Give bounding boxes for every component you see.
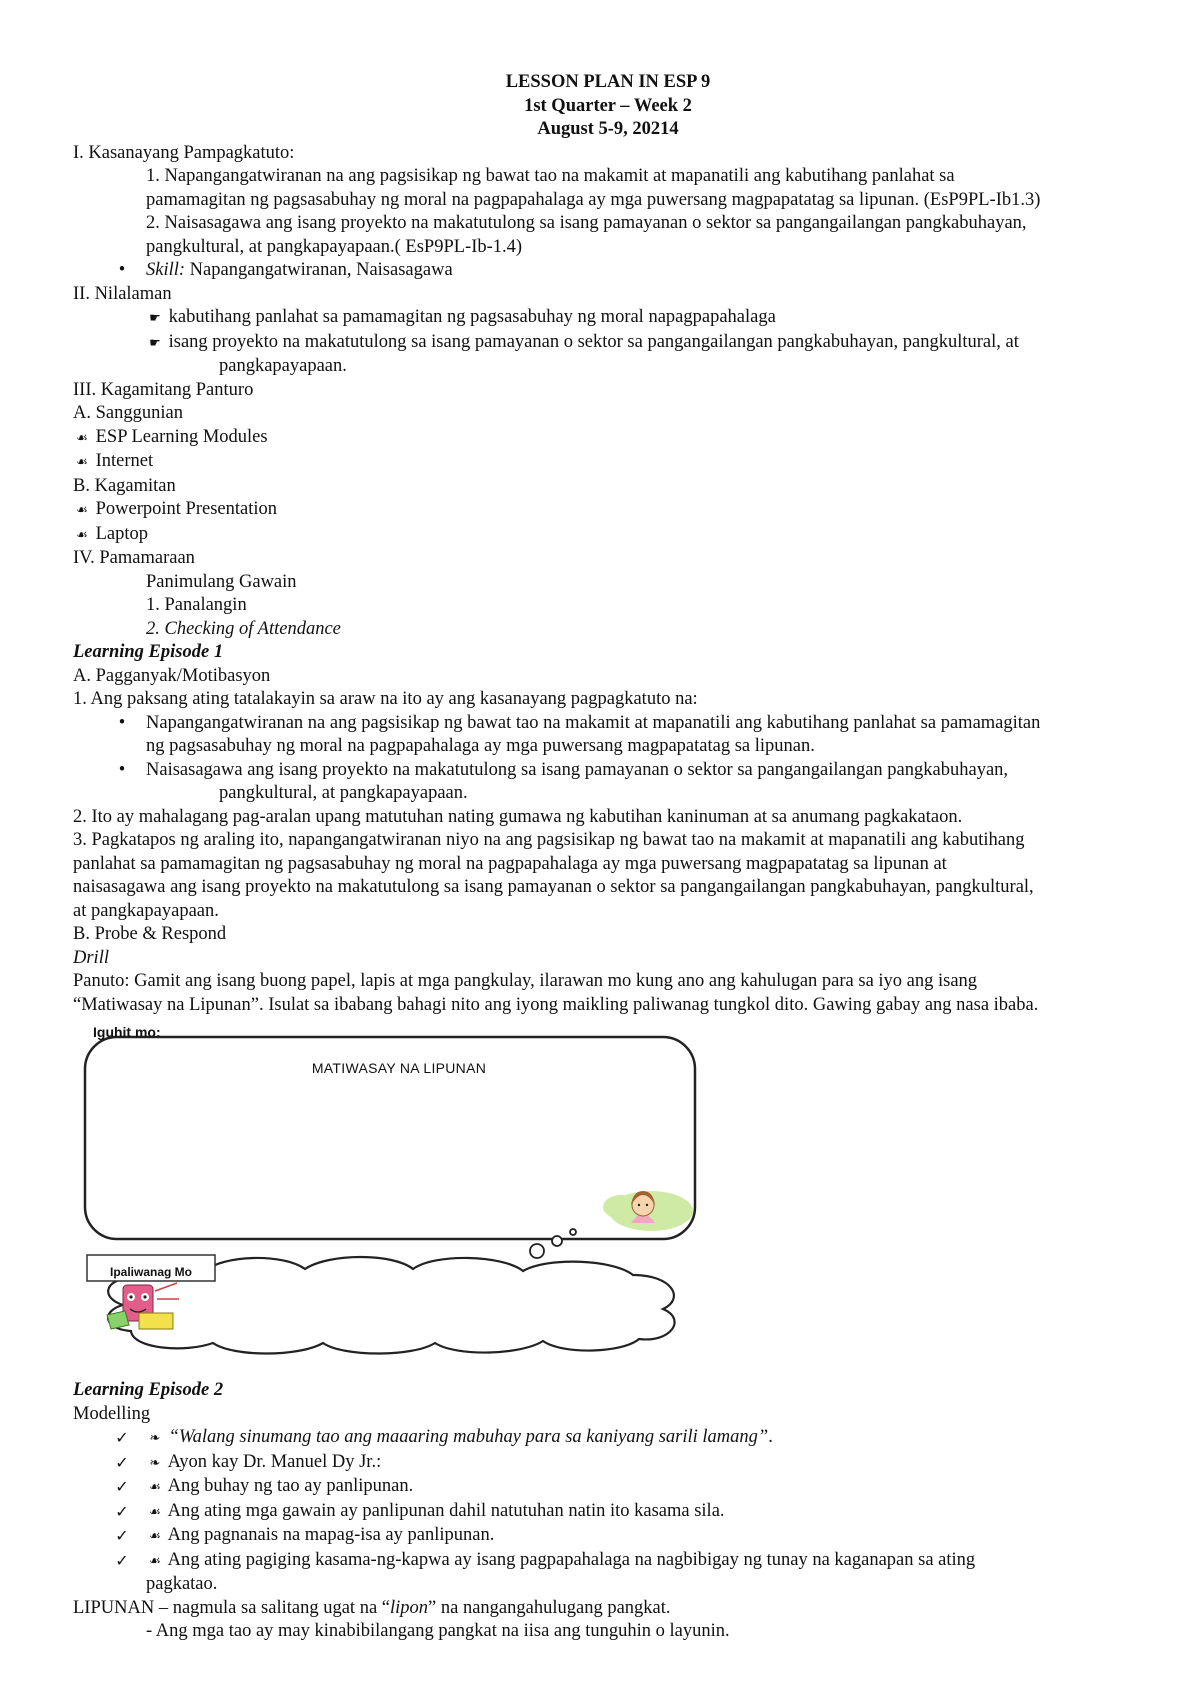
kagamitan-item: ☙ Powerpoint Presentation [73, 498, 1143, 523]
episode-1-bullet-2: • Naisasagawa ang isang proyekto na makatutulong sa isang pamayanan o sektor sa pangangailangan pangkabuhayan, [73, 759, 1143, 783]
book-icon: ☙ [149, 1553, 161, 1569]
modelling-item: ✓ ☙ Ang ating mga gawain ay panlipunan dahil natutuhan natin ito kasama sila. [73, 1500, 1143, 1525]
skill-label: Skill: [146, 260, 186, 280]
bullet-icon: • [118, 759, 126, 780]
modelling-label: Modelling [73, 1403, 151, 1424]
drawing-template-illustration [73, 1023, 713, 1375]
episode-1-para-3-line-1: 3. Pagkatapos ng araling ito, napangangatwiranan niyo na ang pagsisikap ng bawat tao na makamit at mapanatili ang kabutihang [73, 830, 1025, 850]
content-item-1: ☛ kabutihang panlahat sa pamamagitan ng pagsasabuhay ng moral napagpapahalaga [73, 306, 1143, 331]
bullet-icon: • [118, 712, 126, 733]
panuto-line-2: “Matiwasay na Lipunan”. Isulat sa ibabang bahagi nito ang iyong maikling paliwanag tungkol dito. Gawing gabay ang nasa ibaba. [73, 994, 1039, 1015]
check-icon: ✓ [115, 1428, 129, 1447]
drawing-box-title: MATIWASAY NA LIPUNAN [311, 1060, 487, 1076]
check-icon: ✓ [115, 1452, 129, 1472]
check-icon: ✓ [115, 1550, 129, 1570]
kagamitan-item: ☙ Laptop [73, 523, 1143, 548]
probe-respond-title: B. Probe & Respond [73, 924, 227, 944]
episode-1-para-3-line-4: at pangkapayapaan. [73, 900, 219, 921]
episode-1-bullet-1-cont: ng pagsasabuhay ng moral na pagpapahalaga ay mga puwersang magpapatatag sa lipunan. [146, 736, 815, 756]
modelling-item-ayon: ✓ ❧ Ayon kay Dr. Manuel Dy Jr.: [73, 1451, 1143, 1476]
objective-1-line-2: pamamagitan ng pagsasabuhay ng moral na pagpapahalaga ay mga puwersang magpapatatag sa lipunan. (EsP9PL-Ib1.3) [146, 189, 1041, 210]
pointing-hand-icon: ☛ [149, 335, 161, 351]
modelling-item: ✓ ☙ Ang pagnanais na mapag-isa ay panlipunan. [73, 1524, 1143, 1549]
sanggunian-title: A. Sanggunian [73, 403, 183, 423]
modelling-item-last: ✓ ☙ Ang ating pagiging kasama-ng-kapwa ay isang pagpapahalaga na nagbibigay ng tunay na kaganapan sa ating [73, 1549, 1143, 1574]
panimulang-gawain: Panimulang Gawain [146, 571, 297, 592]
kagamitan-title: B. Kagamitan [73, 475, 176, 496]
pointing-hand-icon: ☛ [149, 311, 161, 326]
episode-1-title: Learning Episode 1 [73, 642, 224, 662]
episode-1-para-3-line-2: panlahat sa pamamagitan ng pagsasabuhay ng moral na pagpapahalaga ay mga puwersang magpapatatag sa lipunan at [73, 853, 947, 874]
section-1-title: I. Kasanayang Pampagkatuto: [73, 142, 295, 163]
modelling-item-quote: ✓ ❧ “Walang sinumang tao ang maaaring mabuhay para sa kaniyang sarili lamang”. [73, 1426, 1143, 1451]
check-icon: ✓ [115, 1526, 129, 1545]
section-3-title: III. Kagamitang Panturo [73, 379, 254, 400]
modelling-item-last-cont: pagkatao. [146, 1574, 218, 1594]
book-icon: ☙ [149, 1529, 161, 1544]
doc-title: LESSON PLAN IN ESP 9 [505, 72, 711, 92]
dragonfly-icon: ❧ [149, 1431, 161, 1446]
check-icon: ✓ [115, 1501, 129, 1521]
section-2-title: II. Nilalaman [73, 283, 172, 304]
draw-label: Iguhit mo: [93, 1024, 161, 1040]
skill-text: Napangangatwiranan, Naisasagawa [185, 260, 453, 280]
episode-1-bullet-2-cont: pangkultural, at pangkapayapaan. [219, 783, 468, 803]
section-4-title: IV. Pamamaraan [73, 548, 195, 568]
lesson-plan-body [73, 71, 1143, 1644]
explain-label: Ipaliwanag Mo [109, 1265, 192, 1279]
book-icon: ☙ [149, 1480, 161, 1495]
episode-1-para-1: 1. Ang paksang ating tatalakayin sa araw na ito ay ang kasanayang pagpagkatuto na: [73, 689, 698, 709]
dragonfly-icon: ❧ [149, 1455, 161, 1471]
sanggunian-item: ☙ ESP Learning Modules [73, 426, 1143, 451]
lipunan-explanation: - Ang mga tao ay may kinabibilangang pangkat na iisa ang tunguhin o layunin. [146, 1621, 730, 1641]
content-item-2-line-1: ☛ isang proyekto na makatutulong sa isang pamayanan o sektor sa pangangailangan pangkabuhayan, pangkultural, at [73, 331, 1143, 356]
book-icon: ☙ [76, 527, 88, 543]
check-icon: ✓ [115, 1477, 129, 1496]
doc-date: August 5-9, 20214 [537, 119, 679, 139]
pagganyak-title: A. Pagganyak/Motibasyon [73, 665, 271, 686]
book-icon: ☙ [76, 430, 88, 446]
step-attendance: 2. Checking of Attendance [146, 618, 341, 639]
step-panalangin: 1. Panalangin [146, 595, 247, 615]
content-item-2-line-2: pangkapayapaan. [219, 356, 347, 376]
objective-2-line-2: pangkultural, at pangkapayapaan.( EsP9PL-Ib-1.4) [146, 236, 523, 257]
modelling-item: ✓ ☙ Ang buhay ng tao ay panlipunan. [73, 1475, 1143, 1500]
episode-2-title: Learning Episode 2 [73, 1380, 224, 1400]
drill-label: Drill [73, 947, 109, 968]
sanggunian-item: ☙ Internet [73, 450, 1143, 475]
book-icon: ☙ [76, 455, 88, 470]
book-icon: ☙ [149, 1504, 161, 1520]
book-icon: ☙ [76, 503, 88, 518]
doc-quarter: 1st Quarter – Week 2 [524, 95, 692, 116]
episode-1-bullet-1: • Napangangatwiranan na ang pagsisikap ng bawat tao na makamit at mapanatili ang kabutihang panlahat sa pamamagitan [73, 712, 1143, 736]
objective-2-line-1: 2. Naisasagawa ang isang proyekto na makatutulong sa isang pamayanan o sektor sa pangangailangan pangkabuhayan, [146, 213, 1027, 233]
lipunan-definition: LIPUNAN – nagmula sa salitang ugat na “lipon” na nangangahulugang pangkat. [73, 1597, 671, 1618]
episode-1-para-2: 2. Ito ay mahalagang pag-aralan upang matutuhan nating gumawa ng kabutihan kaninuman at sa anumang pagkakataon. [73, 806, 963, 827]
bullet-icon: • [118, 260, 126, 280]
objective-1-line-1: 1. Napangangatwiranan na ang pagsisikap ng bawat tao na makamit at mapanatili ang kabutihang panlahat sa [146, 166, 955, 186]
skill-bullet [73, 259, 1143, 283]
panuto-line-1: Panuto: Gamit ang isang buong papel, lapis at mga pangkulay, ilarawan mo kung ano ang kahulugan para sa iyo ang isang [73, 971, 978, 991]
episode-1-para-3-line-3: naisasagawa ang isang proyekto na makatutulong sa isang pamayanan o sektor sa pangangailangan pangkabuhayan, pangkultural, [73, 877, 1034, 897]
